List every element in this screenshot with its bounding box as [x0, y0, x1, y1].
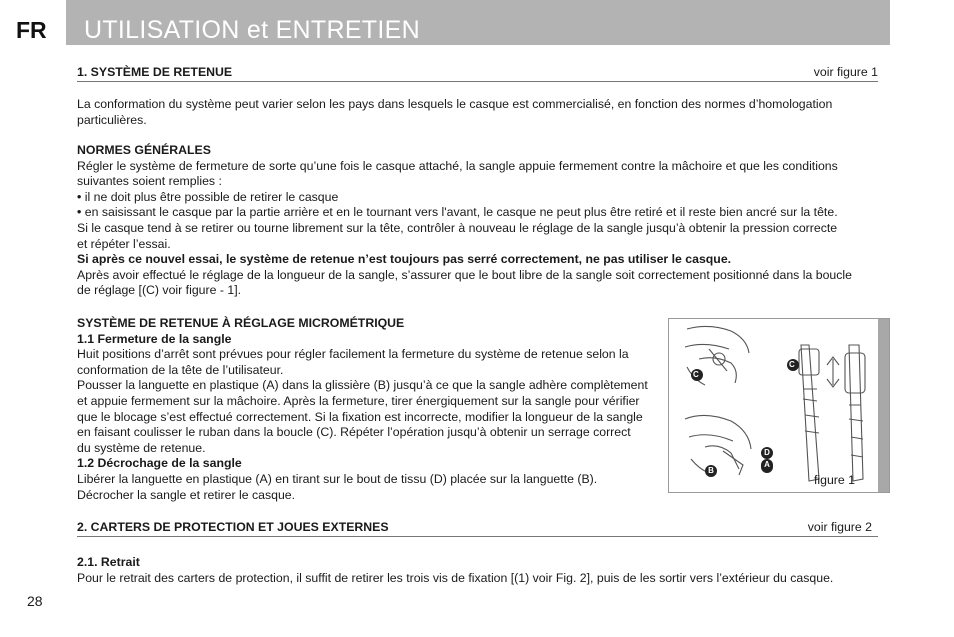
micro-sub2: 1.2 Décrochage de la sangle: [77, 456, 242, 471]
micro-p2-line: en faisant coulisser le ruban dans la boucle (C). Répéter l’opération jusqu’à obtenir un serrage correct: [77, 425, 631, 440]
section1-intro: [77, 97, 878, 128]
label-d: D: [761, 447, 773, 459]
warning-line: Si après ce nouvel essai, le système de retenue n’est toujours pas serré correctement, ne pas utiliser le casque.: [77, 252, 732, 267]
figure-1: [668, 318, 890, 493]
retry-line: et répéter l’essai.: [77, 236, 171, 251]
page-number: 28: [27, 593, 43, 609]
language-code: FR: [16, 17, 47, 43]
bullet-item: • il ne doit plus être possible de retirer le casque: [77, 189, 339, 204]
intro-line: particulières.: [77, 112, 147, 127]
micro-p1-line: conformation de la tête de l’utilisateur.: [77, 362, 284, 377]
after-line: Après avoir effectué le réglage de la longueur de la sangle, s’assurer que le bout libre de la sangle soit correctement positionné dans la boucle: [77, 267, 852, 282]
page-title: UTILISATION et ENTRETIEN: [84, 16, 420, 44]
strap-illustration: [669, 319, 879, 494]
label-b: B: [705, 465, 717, 477]
micro-p3-line: Décrocher la sangle et retirer le casque.: [77, 487, 296, 502]
section2-figure-ref: voir figure 2: [807, 520, 872, 534]
micro-p2-line: du système de retenue.: [77, 440, 206, 455]
section1-heading-row: [77, 65, 878, 82]
section2-heading-row: [77, 520, 878, 537]
normes-line: suivantes soient remplies :: [77, 174, 222, 189]
intro-line: La conformation du système peut varier selon les pays dans lesquels le casque est commercialisé, en fonction des normes d’homologation: [77, 97, 833, 111]
micrometric-section: [77, 316, 657, 503]
figure-side-strip: [878, 319, 889, 492]
micro-heading: SYSTÈME DE RETENUE À RÉGLAGE MICROMÉTRIQUE: [77, 316, 405, 330]
figure-caption: figure 1: [813, 473, 855, 487]
retry-line: Si le casque tend à se retirer ou tourne librement sur la tête, contrôler à nouveau le réglage de la sangle jusqu’à obtenir la pression correcte: [77, 220, 838, 235]
retrait-text: Pour le retrait des carters de protection, il suffit de retirer les trois vis de fixation [(1) voir Fig. 2], puis de les sortir vers l’extérieur du casque.: [77, 570, 834, 585]
micro-p3-line: Libérer la languette en plastique (A) en tirant sur le bout de tissu (D) placée sur la languette (B).: [77, 471, 598, 486]
normes-heading: NORMES GÉNÉRALES: [77, 143, 211, 157]
bullet-item: • en saisissant le casque par la partie arrière et en le tournant vers l'avant, le casque ne peut plus être retiré et il reste bien ancré sur la tête.: [77, 205, 838, 220]
label-c-left: C: [693, 370, 699, 379]
micro-p1-line: Huit positions d’arrêt sont prévues pour régler facilement la fermeture du système de retenue selon la: [77, 347, 629, 362]
normes-generales: [77, 143, 878, 299]
micro-p2-line: et appuie fermement sur la mâchoire. Après la fermeture, tirer énergiquement sur la sangle pour vérifier: [77, 393, 640, 408]
normes-line: Régler le système de fermeture de sorte qu’une fois le casque attaché, la sangle appuie fermement contre la mâchoire et que les conditions: [77, 158, 838, 173]
after-line: de réglage [(C) voir figure - 1].: [77, 283, 242, 298]
title-bar: [66, 0, 890, 45]
section1-figure-ref: voir figure 1: [813, 65, 878, 79]
section2-retrait: [77, 555, 878, 586]
micro-p2-line: Pousser la languette en plastique (A) dans la glissière (B) jusqu’à ce que la sangle adhère complètement: [77, 378, 648, 393]
label-c-right: C: [789, 360, 795, 369]
section1-heading: 1. SYSTÈME DE RETENUE: [77, 65, 233, 79]
micro-sub1: 1.1 Fermeture de la sangle: [77, 331, 232, 346]
retrait-heading: 2.1. Retrait: [77, 555, 140, 569]
label-a: A: [761, 459, 773, 471]
micro-p2-line: que le blocage s’est effectué correctement. Si la fixation est incorrecte, modifier la longueur de la sangle: [77, 409, 643, 424]
section2-heading: 2. CARTERS DE PROTECTION ET JOUES EXTERNES: [77, 520, 389, 534]
